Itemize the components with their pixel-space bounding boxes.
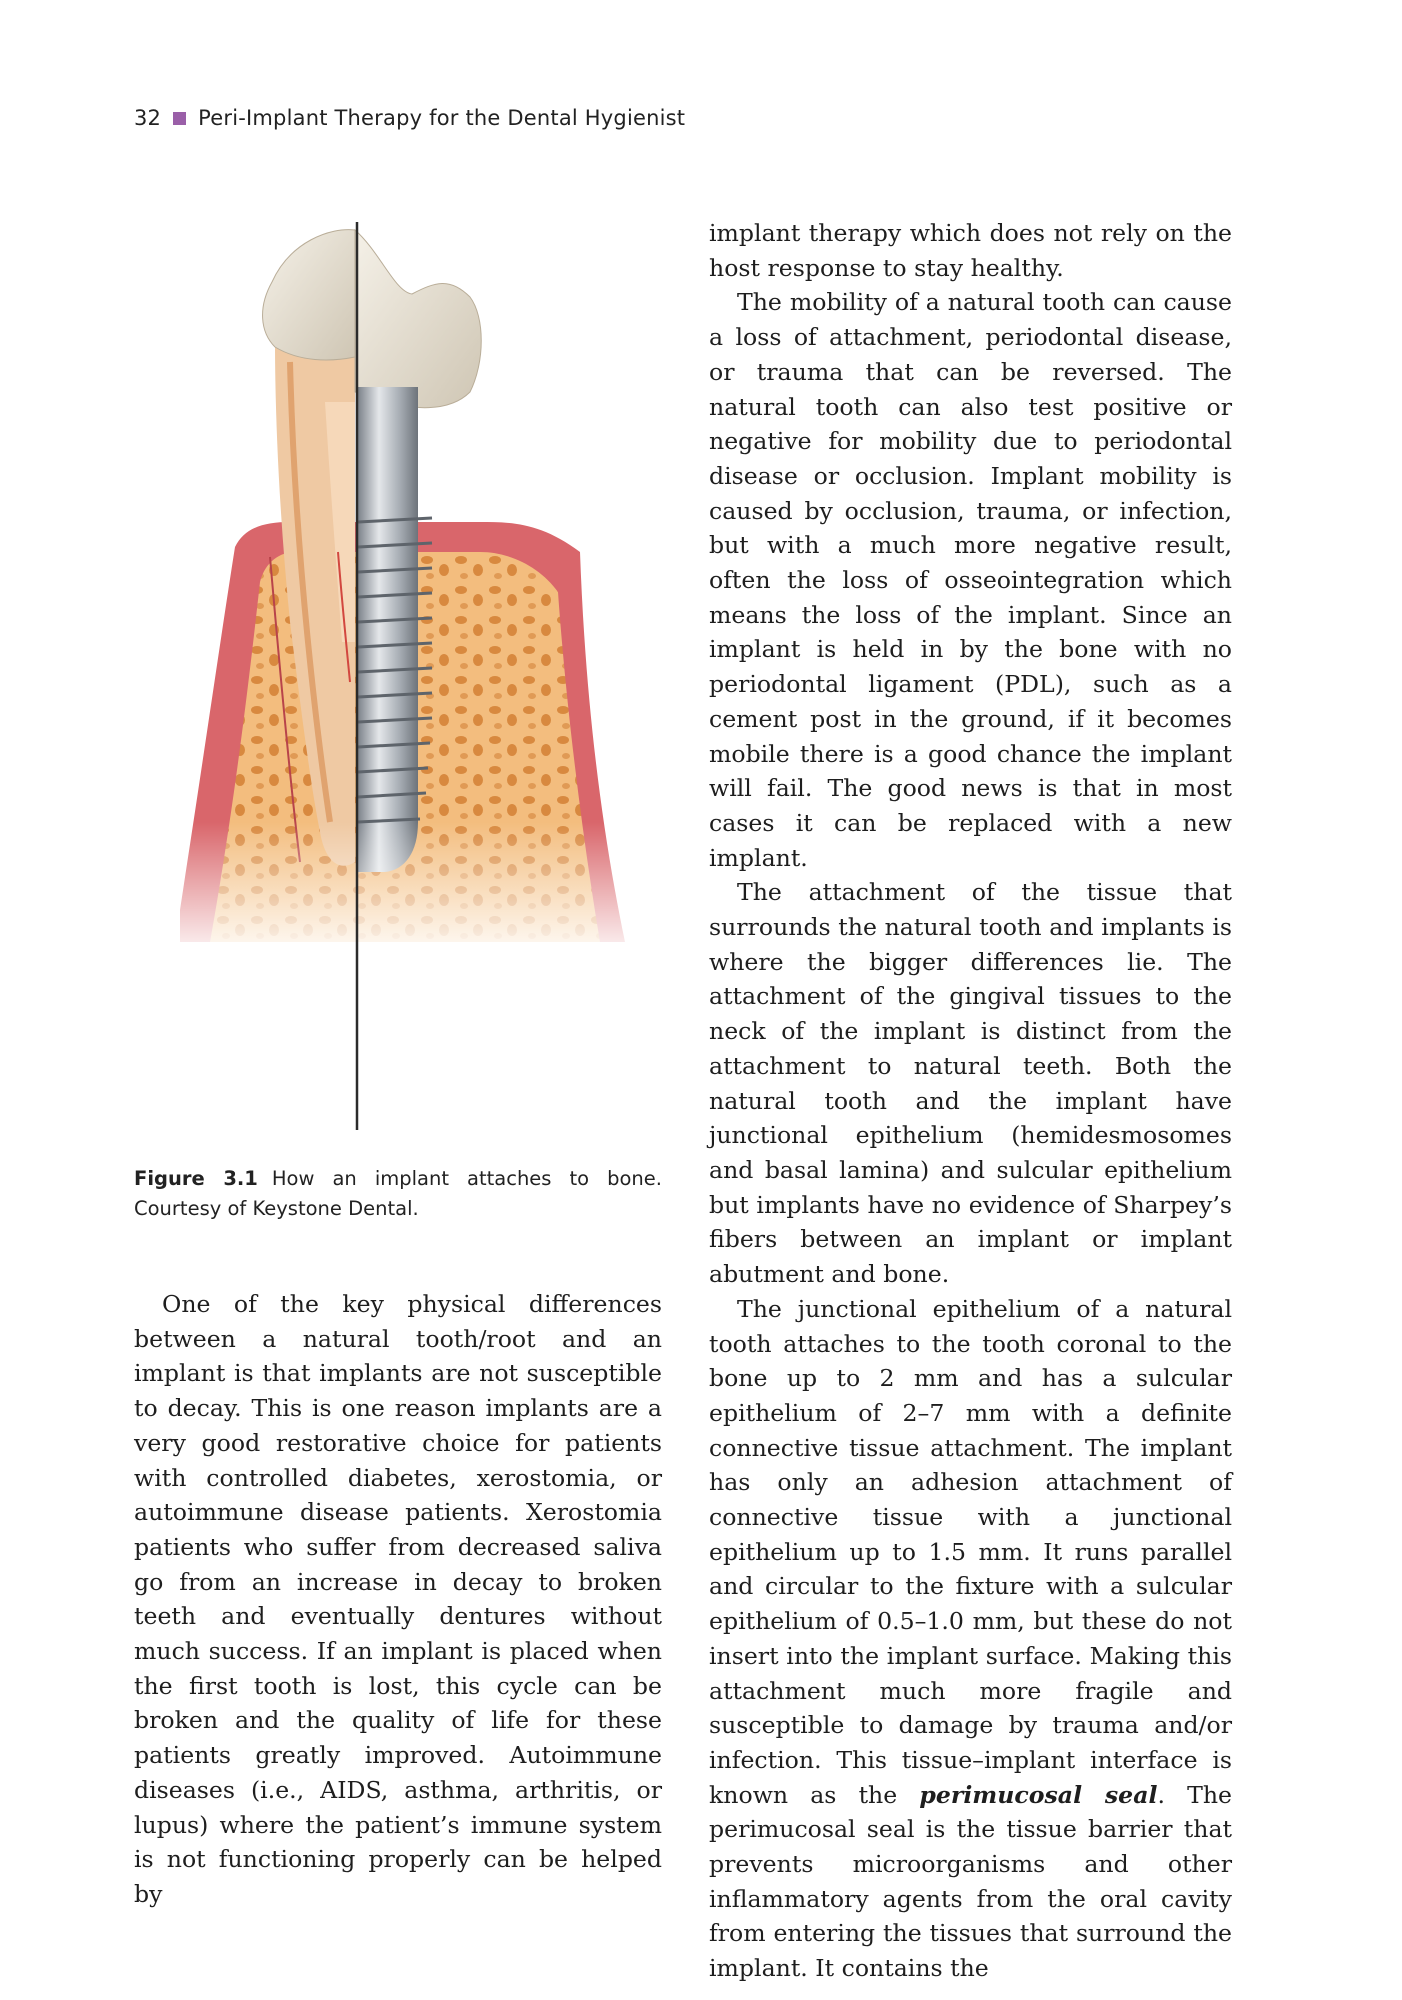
left-paragraph-1: One of the key physical differences between a natural tooth/root and an implant is that implants are not susceptible to decay. This is one reason implants are a very good restorative choice for patients with controlled diabetes, xerostomia, or autoimmune disease patients. Xerostomia patients who suffer from decreased saliva go from an increase in decay to broken teeth and eventually dentures without much success. If an implant is placed when the first tooth is lost, this cycle can be broken and the quality of life for these patients greatly improved. Autoimmune diseases (i.e., AIDS, asthma, arthritis, or lupus) where the patient’s immune system is not functioning properly can be helped by (134, 1290, 662, 1908)
right-paragraph-3: The attachment of the tissue that surrounds the natural tooth and implants is where the bigger differences lie. The attachment of the gingival tissues to the neck of the implant is distinct from the attachment to natural teeth. Both the natural tooth and the implant have junctional epithelium (hemidesmosomes and basal lamina) and sulcular epithelium but implants have no evidence of Sharpey’s fibers between an implant or implant abutment and bone. (709, 878, 1232, 1289)
figure-tooth-implant-illustration (180, 222, 625, 1142)
header-square-icon (173, 112, 186, 125)
right-paragraph-1: implant therapy which does not rely on the host response to stay healthy. (709, 219, 1232, 282)
running-header (134, 106, 685, 130)
tooth-implant-illustration (180, 222, 625, 1142)
right-paragraph-4-tail: . The perimucosal seal is the tissue barrier that prevents microorganisms and other inflammatory agents from the oral cavity from entering the tissues that surround the implant. It contains the (709, 1780, 1233, 1983)
right-paragraph-4-lead: The junctional epithelium of a natural tooth attaches to the tooth coronal to the bone up to 2 mm and has a sulcular epithelium of 2–7 mm with a definite connective tissue attachment. The implant has only an adhesion attachment of connective tissue with a junctional epithelium up to 1.5 mm. It runs parallel and circular to the fixture with a sulcular epithelium of 0.5–1.0 mm, but these do not insert into the implant surface. Making this attachment much more fragile and susceptible to damage by trauma and/or infection. This tissue–implant interface is known as the (709, 1294, 1232, 1809)
left-column (134, 1287, 662, 1912)
figure-caption-text: How an implant attaches to bone. Courtesy of Keystone Dental. (134, 1167, 662, 1220)
right-paragraph-4 (709, 1292, 1232, 1986)
figure-label: Figure 3.1 (134, 1167, 258, 1190)
page-number: 32 (134, 106, 162, 130)
book-title: Peri-Implant Therapy for the Dental Hygienist (198, 106, 686, 130)
term-perimucosal-seal: perimucosal seal (919, 1780, 1158, 1809)
right-paragraph-2: The mobility of a natural tooth can cause a loss of attachment, periodontal disease, or trauma that can be reversed. The natural tooth can also test positive or negative for mobility due to periodontal disease or occlusion. Implant mobility is caused by occlusion, trauma, or infection, but with a much more negative result, often the loss of osseointegration which means the loss of the implant. Since an implant is held in by the bone with no periodontal ligament (PDL), such as a cement post in the ground, if it becomes mobile there is a good chance the implant will fail. The good news is that in most cases it can be replaced with a new implant. (709, 288, 1232, 872)
figure-caption (134, 1164, 662, 1224)
right-column (709, 216, 1232, 1986)
